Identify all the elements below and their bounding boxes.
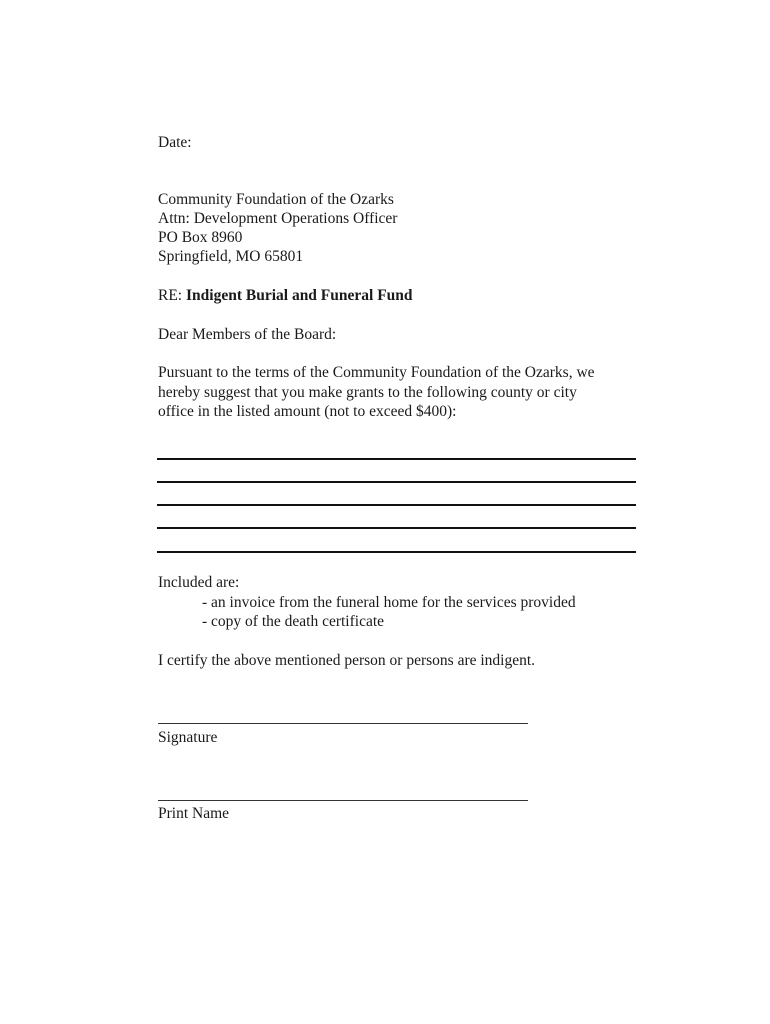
salutation: Dear Members of the Board: [158,326,337,343]
address-line-1: Community Foundation of the Ozarks [158,191,394,208]
signature-label: Signature [158,729,218,746]
grant-entry-line-4[interactable] [157,527,636,529]
certification-statement: I certify the above mentioned person or persons are indigent. [158,652,536,669]
print-name-label: Print Name [158,805,230,822]
grant-entry-line-1[interactable] [157,458,636,460]
grant-entry-line-5[interactable] [157,551,636,553]
grant-entry-line-2[interactable] [157,481,636,483]
grant-entry-line-3[interactable] [157,504,636,506]
address-line-4: Springfield, MO 65801 [158,248,304,265]
body-line-1: Pursuant to the terms of the Community Foundation of the Ozarks, we [158,364,595,381]
included-item-invoice: - an invoice from the funeral home for the services provided [202,594,576,611]
print-name-line[interactable] [158,800,528,801]
re-line [158,286,413,305]
body-line-2: hereby suggest that you make grants to the following county or city [158,384,577,401]
date-label: Date: [158,134,192,151]
re-subject: Indigent Burial and Funeral Fund [186,287,413,304]
body-line-3: office in the listed amount (not to exceed $400): [158,403,457,420]
included-item-death-certificate: - copy of the death certificate [202,613,385,630]
address-line-3: PO Box 8960 [158,229,243,246]
address-line-2: Attn: Development Operations Officer [158,210,398,227]
included-heading: Included are: [158,574,240,591]
signature-line[interactable] [158,723,528,724]
re-prefix: RE: [158,287,186,304]
